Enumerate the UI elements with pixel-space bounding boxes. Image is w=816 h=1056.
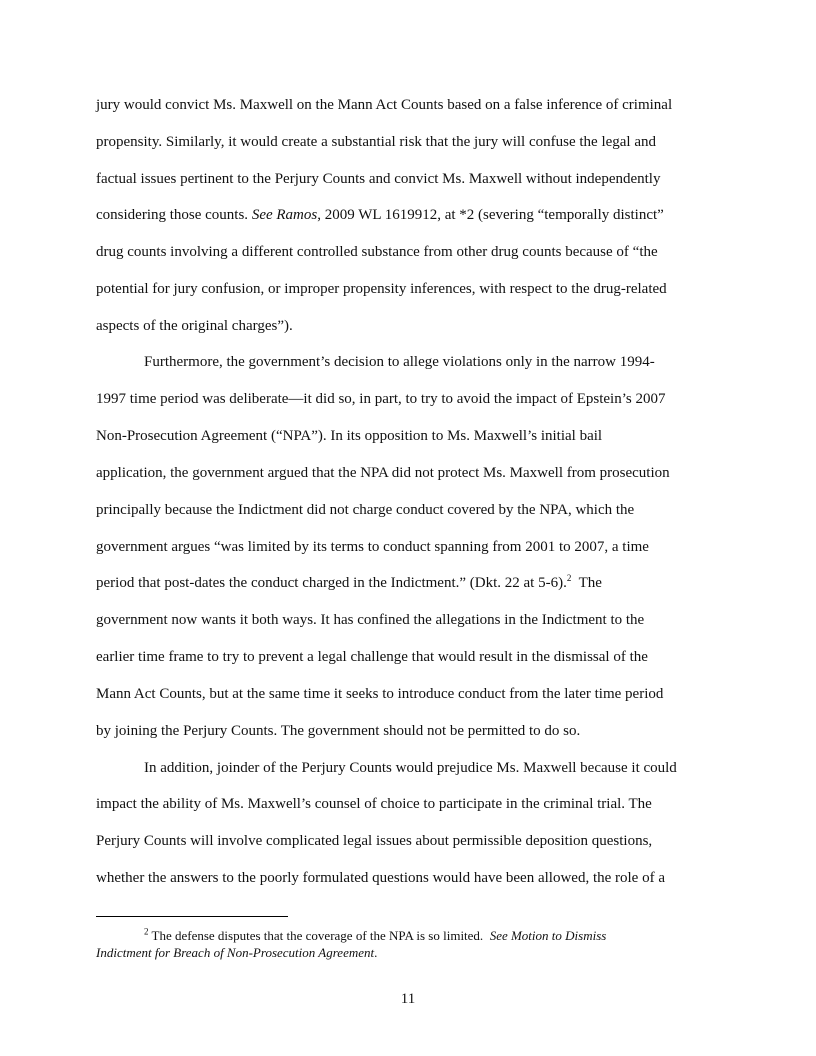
case-citation: See Ramos xyxy=(251,207,318,223)
body-line: earlier time frame to try to prevent a legal challenge that would result in the dismissal of the xyxy=(96,649,648,665)
footnote-citation: Indictment for Breach of Non-Prosecution Agreement xyxy=(96,945,375,960)
body-line xyxy=(96,206,664,224)
footnote-line xyxy=(96,945,377,961)
body-line: drug counts involving a different controlled substance from other drug counts because of “the xyxy=(96,244,658,260)
footnote-divider xyxy=(96,916,288,917)
footnote-line xyxy=(144,928,606,944)
body-line: government now wants it both ways. It has confined the allegations in the Indictment to the xyxy=(96,612,645,628)
body-line: impact the ability of Ms. Maxwell’s counsel of choice to participate in the criminal trial. The xyxy=(96,796,652,812)
body-line: government argues “was limited by its terms to conduct spanning from 2001 to 2007, a time xyxy=(96,539,649,555)
body-line: Non-Prosecution Agreement (“NPA”). In its opposition to Ms. Maxwell’s initial bail xyxy=(96,428,603,444)
footnote-text: The defense disputes that the coverage of the NPA is so limited. xyxy=(148,928,490,943)
body-line: by joining the Perjury Counts. The government should not be permitted to do so. xyxy=(96,723,581,739)
body-text: period that post-dates the conduct charged in the Indictment.” (Dkt. 22 at 5-6). xyxy=(96,575,567,591)
body-line: potential for jury confusion, or improper propensity inferences, with respect to the drug-related xyxy=(96,281,667,297)
footnote-reference[interactable]: 2 xyxy=(566,573,572,583)
body-line: whether the answers to the poorly formulated questions would have been allowed, the role of a xyxy=(96,870,665,886)
body-line: Mann Act Counts, but at the same time it seeks to introduce conduct from the later time period xyxy=(96,686,664,702)
body-line: propensity. Similarly, it would create a substantial risk that the jury will confuse the legal and xyxy=(96,134,657,150)
footnote-marker: 2 xyxy=(144,926,149,937)
body-line xyxy=(96,574,602,592)
body-line: application, the government argued that the NPA did not protect Ms. Maxwell from prosecution xyxy=(96,465,670,481)
body-text: The xyxy=(571,575,602,591)
body-line: Furthermore, the government’s decision to allege violations only in the narrow 1994- xyxy=(144,354,655,370)
body-text: , 2009 WL 1619912, at *2 (severing “temporally distinct” xyxy=(317,207,664,223)
footnote-text: . xyxy=(374,945,378,960)
body-line: In addition, joinder of the Perjury Counts would prejudice Ms. Maxwell because it could xyxy=(144,760,677,776)
body-line: aspects of the original charges”). xyxy=(96,318,293,334)
body-line: 1997 time period was deliberate—it did so, in part, to try to avoid the impact of Epstein’s 2007 xyxy=(96,391,666,407)
body-line: jury would convict Ms. Maxwell on the Mann Act Counts based on a false inference of criminal xyxy=(96,97,673,113)
body-line: principally because the Indictment did not charge conduct covered by the NPA, which the xyxy=(96,502,635,518)
page-number: 11 xyxy=(400,991,416,1007)
body-line: factual issues pertinent to the Perjury Counts and convict Ms. Maxwell without independently xyxy=(96,171,661,187)
footnote-citation: See Motion to Dismiss xyxy=(489,928,607,943)
body-text: considering those counts. xyxy=(96,207,252,223)
body-line: Perjury Counts will involve complicated legal issues about permissible deposition questions, xyxy=(96,833,653,849)
